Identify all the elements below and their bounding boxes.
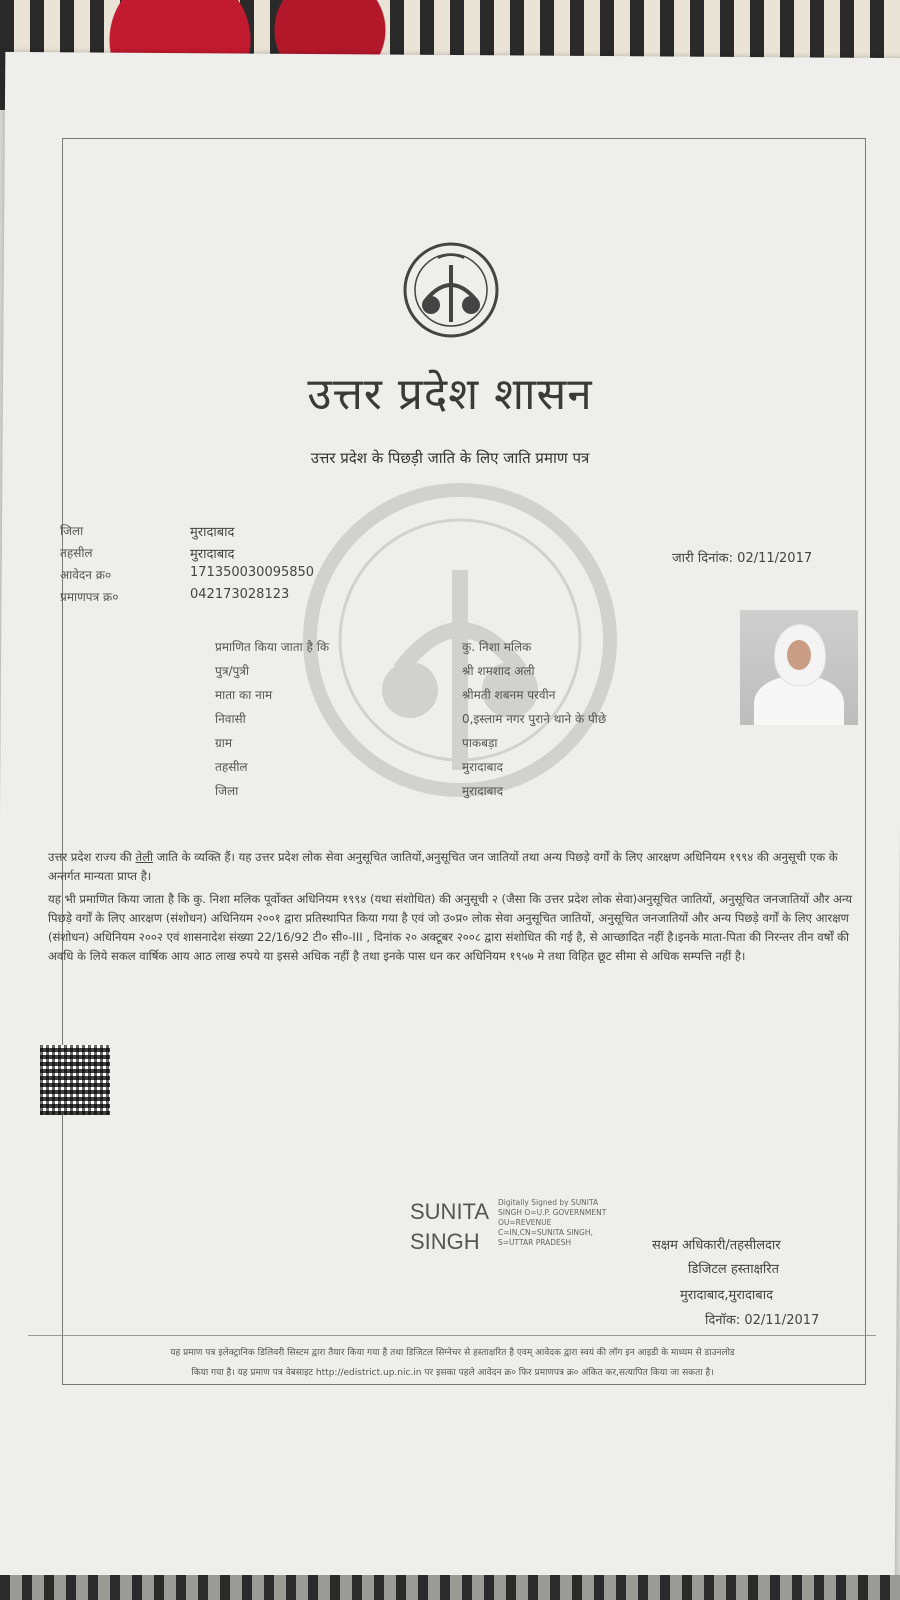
- authority-title: सक्षम अधिकारी/तहसीलदार: [652, 1238, 781, 1253]
- paragraph-text: उत्तर प्रदेश राज्य की: [48, 850, 132, 864]
- applicant-photo: [740, 610, 858, 725]
- application-label: आवेदन क्र०: [60, 568, 112, 582]
- detail-label: प्रमाणित किया जाता है कि: [215, 640, 330, 654]
- paragraph-text: जाति के व्यक्ति हैं। यह उत्तर प्रदेश लोक सेवा अनुसूचित जातियों,अनुसूचित जन जातियों तथा अन्य पिछड़े वर्गों के लिए आरक्षण अधिनियम १९९४ की अनुसूची एक के अन्तर्गत मान्यता प्राप्त है।: [48, 850, 838, 883]
- page-title: उत्तर प्रदेश शासन: [307, 369, 593, 420]
- detail-value: 0,इस्लाम नगर पुराने थाने के पीछे: [462, 712, 607, 726]
- district-label: जिला: [60, 524, 84, 538]
- application-number: 171350030095850: [190, 565, 315, 580]
- watermark-emblem-icon: [300, 470, 620, 830]
- footer-note-line1: यह प्रमाण पत्र इलेक्ट्रानिक डिलिवरी सिस्टम द्वारा तैयार किया गया है तथा डिजिटल सिग्नेचर से हस्ताक्षरित है एवम् आवेदक द्वारा स्वयं की लॉग इन आइडी के माध्यम से डाउनलोड: [170, 1348, 735, 1358]
- certification-paragraph: यह भी प्रमाणित किया जाता है कि कु. निशा मलिक पूर्वोक्त अधिनियम १९९४ (यथा संशोधित) की अनुसूची २ (जैसा कि उत्तर प्रदेश लोक सेवा)अनुसूचित जातियों, अनुसूचित जनजातियों और अन्य पिछड़े वर्गों के लिए आरक्षण (संशोधन) अधिनियम २००१ द्वारा प्रतिस्थापित किया गया है एवं जो उ०प्र० लोक सेवा अनुसूचित जातियों, अनुसूचित जनजातियों और अन्य पिछड़े वर्गों के लिए आरक्षण (संशोधन) अधिनियम २००२ एवं शासनादेश संख्या 22/16/92 टी० सी०-III , दिनांक २० अक्टूबर २००८ द्वारा संशोधित की गई है, से आच्छादित नहीं है।इनके माता-पिता की निरन्तर तीन वर्षों की अवधि के लिये सकल वार्षिक आय आठ लाख रुपये या इससे अधिक नहीं है तथा इनके पास धन कर अधिनियम १९५७ मे तथा विहित छूट सीमा से अधिक सम्पत्ति नहीं है।: [48, 892, 853, 963]
- detail-value: श्रीमती शबनम परवीन: [462, 688, 556, 702]
- caste-paragraph: [48, 848, 860, 886]
- certificate-label: प्रमाणपत्र क्र०: [60, 590, 119, 604]
- detail-label: पुत्र/पुत्री: [215, 664, 250, 678]
- detail-value: पाकबड़ा: [462, 736, 498, 750]
- background-fabric-bottom: [0, 1575, 900, 1600]
- detail-label: माता का नाम: [215, 688, 273, 702]
- qr-code-icon: [40, 1045, 110, 1115]
- signature-first-name: SUNITA: [410, 1199, 490, 1224]
- signature-last-name: SINGH: [410, 1229, 480, 1254]
- authority-digital-signed: डिजिटल हस्ताक्षरित: [688, 1262, 779, 1277]
- certificate-subtitle: उत्तर प्रदेश के पिछड़ी जाति के लिए जाति प्रमाण पत्र: [310, 449, 590, 467]
- authority-location: मुरादाबाद,मुरादाबाद: [680, 1288, 773, 1303]
- authority-date: दिनॉक: 02/11/2017: [705, 1313, 820, 1328]
- up-emblem-icon: [396, 240, 506, 340]
- tehsil-value: मुरादाबाद: [190, 547, 235, 562]
- digital-signature-name: [410, 1197, 489, 1257]
- detail-value: मुरादाबाद: [462, 760, 504, 774]
- issue-date: जारी दिनांक: 02/11/2017: [672, 551, 813, 566]
- detail-label: तहसील: [215, 760, 248, 774]
- signature-details: Digitally Signed by SUNITA SINGH O=U.P. GOVERNMENT OU=REVENUE C=IN,CN=SUNITA SINGH, S=UTTAR PRADESH: [498, 1198, 607, 1247]
- detail-label: जिला: [215, 784, 239, 798]
- detail-label: निवासी: [215, 712, 246, 726]
- certificate-number: 042173028123: [190, 587, 290, 602]
- detail-value: श्री शमशाद अली: [462, 664, 535, 678]
- tehsil-label: तहसील: [60, 546, 93, 560]
- detail-value: कु. निशा मलिक: [462, 640, 532, 654]
- footer-divider: [28, 1335, 876, 1336]
- detail-value: मुरादाबाद: [462, 784, 504, 798]
- district-value: मुरादाबाद: [190, 525, 235, 540]
- footer-note-line2: किया गया है। यह प्रमाण पत्र वेबसाइट http://edistrict.up.nic.in पर इसका पहले आवेदन क्र० फिर प्रमाणपत्र क्र० अंकित कर,सत्यापित किया जा सकता है।: [191, 1368, 714, 1378]
- detail-label: ग्राम: [215, 736, 233, 750]
- caste-name: तेली: [135, 850, 153, 864]
